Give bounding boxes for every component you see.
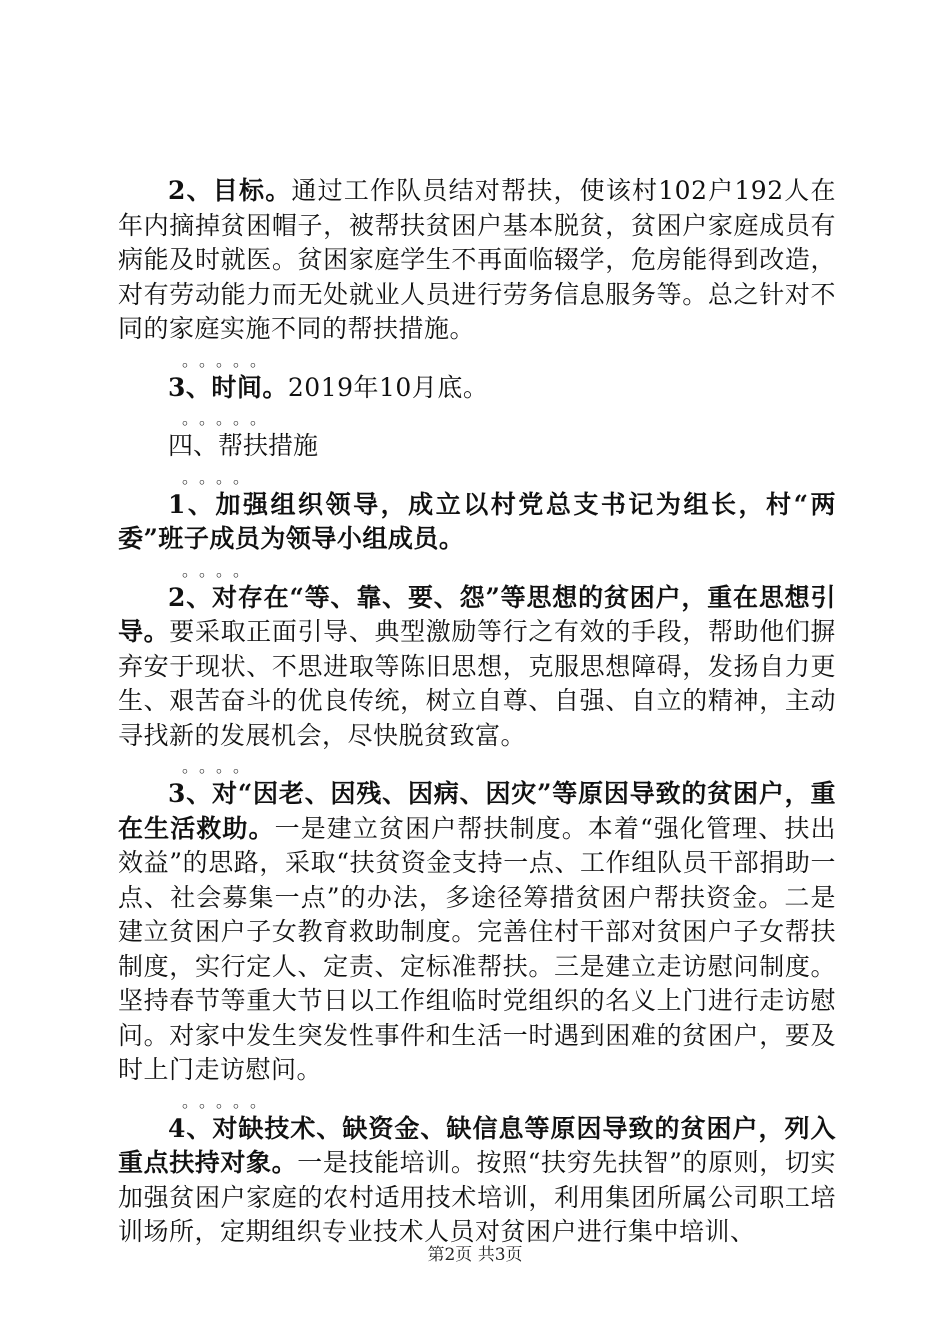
measure-2-text: 要采取正面引导、典型激励等行之有效的手段，帮助他们摒弃安于现状、不思进取等陈旧思想，克服思想障碍，发扬自力更生、艰苦奋斗的优良传统，树立自尊、自强、自立的精神，主动寻找新的发展机会，尽快脱贫致富。 bbox=[118, 617, 836, 750]
time-text: 2019年10月底。 bbox=[287, 372, 489, 402]
time-paragraph bbox=[118, 371, 836, 406]
goal-text: 通过工作队员结对帮扶，使该村102户192人在年内摘掉贫困帽子，被帮扶贫困户基本脱贫，贫困户家庭成员有病能及时就医。贫困家庭学生不再面临辍学，危房能得到改造，对有劳动能力而无处就业人员进行劳务信息服务等。总之针对不同的家庭实施不同的帮扶措施。 bbox=[118, 176, 837, 343]
measure-1-lead: 1、加强组织领导，成立以村党总支书记为组长，村“两委”班子成员为领导小组成员。 bbox=[118, 489, 836, 553]
dot-separator: 。。。。 bbox=[182, 560, 259, 580]
goal-paragraph bbox=[118, 174, 836, 347]
measure-2-lead: 2、对存在“等、靠、要、怨”等思想的贫困户，重在思想引导。 bbox=[118, 582, 836, 646]
measure-1-paragraph bbox=[118, 488, 836, 557]
dot-separator: 。。。。 bbox=[182, 757, 259, 776]
measure-4-paragraph bbox=[118, 1112, 836, 1250]
dot-separator: 。。。。。 bbox=[182, 350, 276, 370]
page-footer: 第2页 共3页 bbox=[427, 1245, 523, 1265]
measure-3-paragraph bbox=[118, 777, 836, 1088]
measure-4-lead: 4、对缺技术、缺资金、缺信息等原因导致的贫困户，列入重点扶持对象。 bbox=[118, 1113, 836, 1177]
measure-2-paragraph bbox=[118, 581, 836, 754]
measure-4-text: 一是技能培训。按照“扶穷先扶智”的原则，切实加强贫困户家庭的农村适用技术培训，利用集团所属公司职工培训场所，定期组织专业技术人员对贫困户进行集中培训、 bbox=[118, 1148, 836, 1246]
document-body bbox=[118, 174, 836, 1250]
time-lead: 3、时间。 bbox=[168, 372, 288, 402]
goal-lead: 2、目标。 bbox=[168, 176, 292, 205]
dot-separator: 。。。。。 bbox=[182, 1091, 276, 1111]
section-heading: 四、帮扶措施 bbox=[168, 431, 319, 460]
dot-separator: 。。。。。 bbox=[182, 409, 276, 428]
measure-3-text: 一是建立贫困户帮扶制度。本着“强化管理、扶出效益”的思路，采取“扶贫资金支持一点、工作组队员干部捐助一点、社会募集一点”的办法，多途径筹措贫困户帮扶资金。二是建立贫困户子女教育救助制度。完善住村干部对贫困户子女帮扶制度，实行定人、定责、定标准帮扶。三是建立走访慰问制度。坚持春节等重大节日以工作组临时党组织的名义上门进行走访慰问。对家中发生突发性事件和生活一时遇到困难的贫困户，要及时上门走访慰问。 bbox=[118, 813, 836, 1084]
measure-3-lead: 3、对“因老、因残、因病、因灾”等原因导致的贫困户，重在生活救助。 bbox=[118, 779, 836, 843]
dot-separator: 。。。。 bbox=[182, 467, 259, 487]
